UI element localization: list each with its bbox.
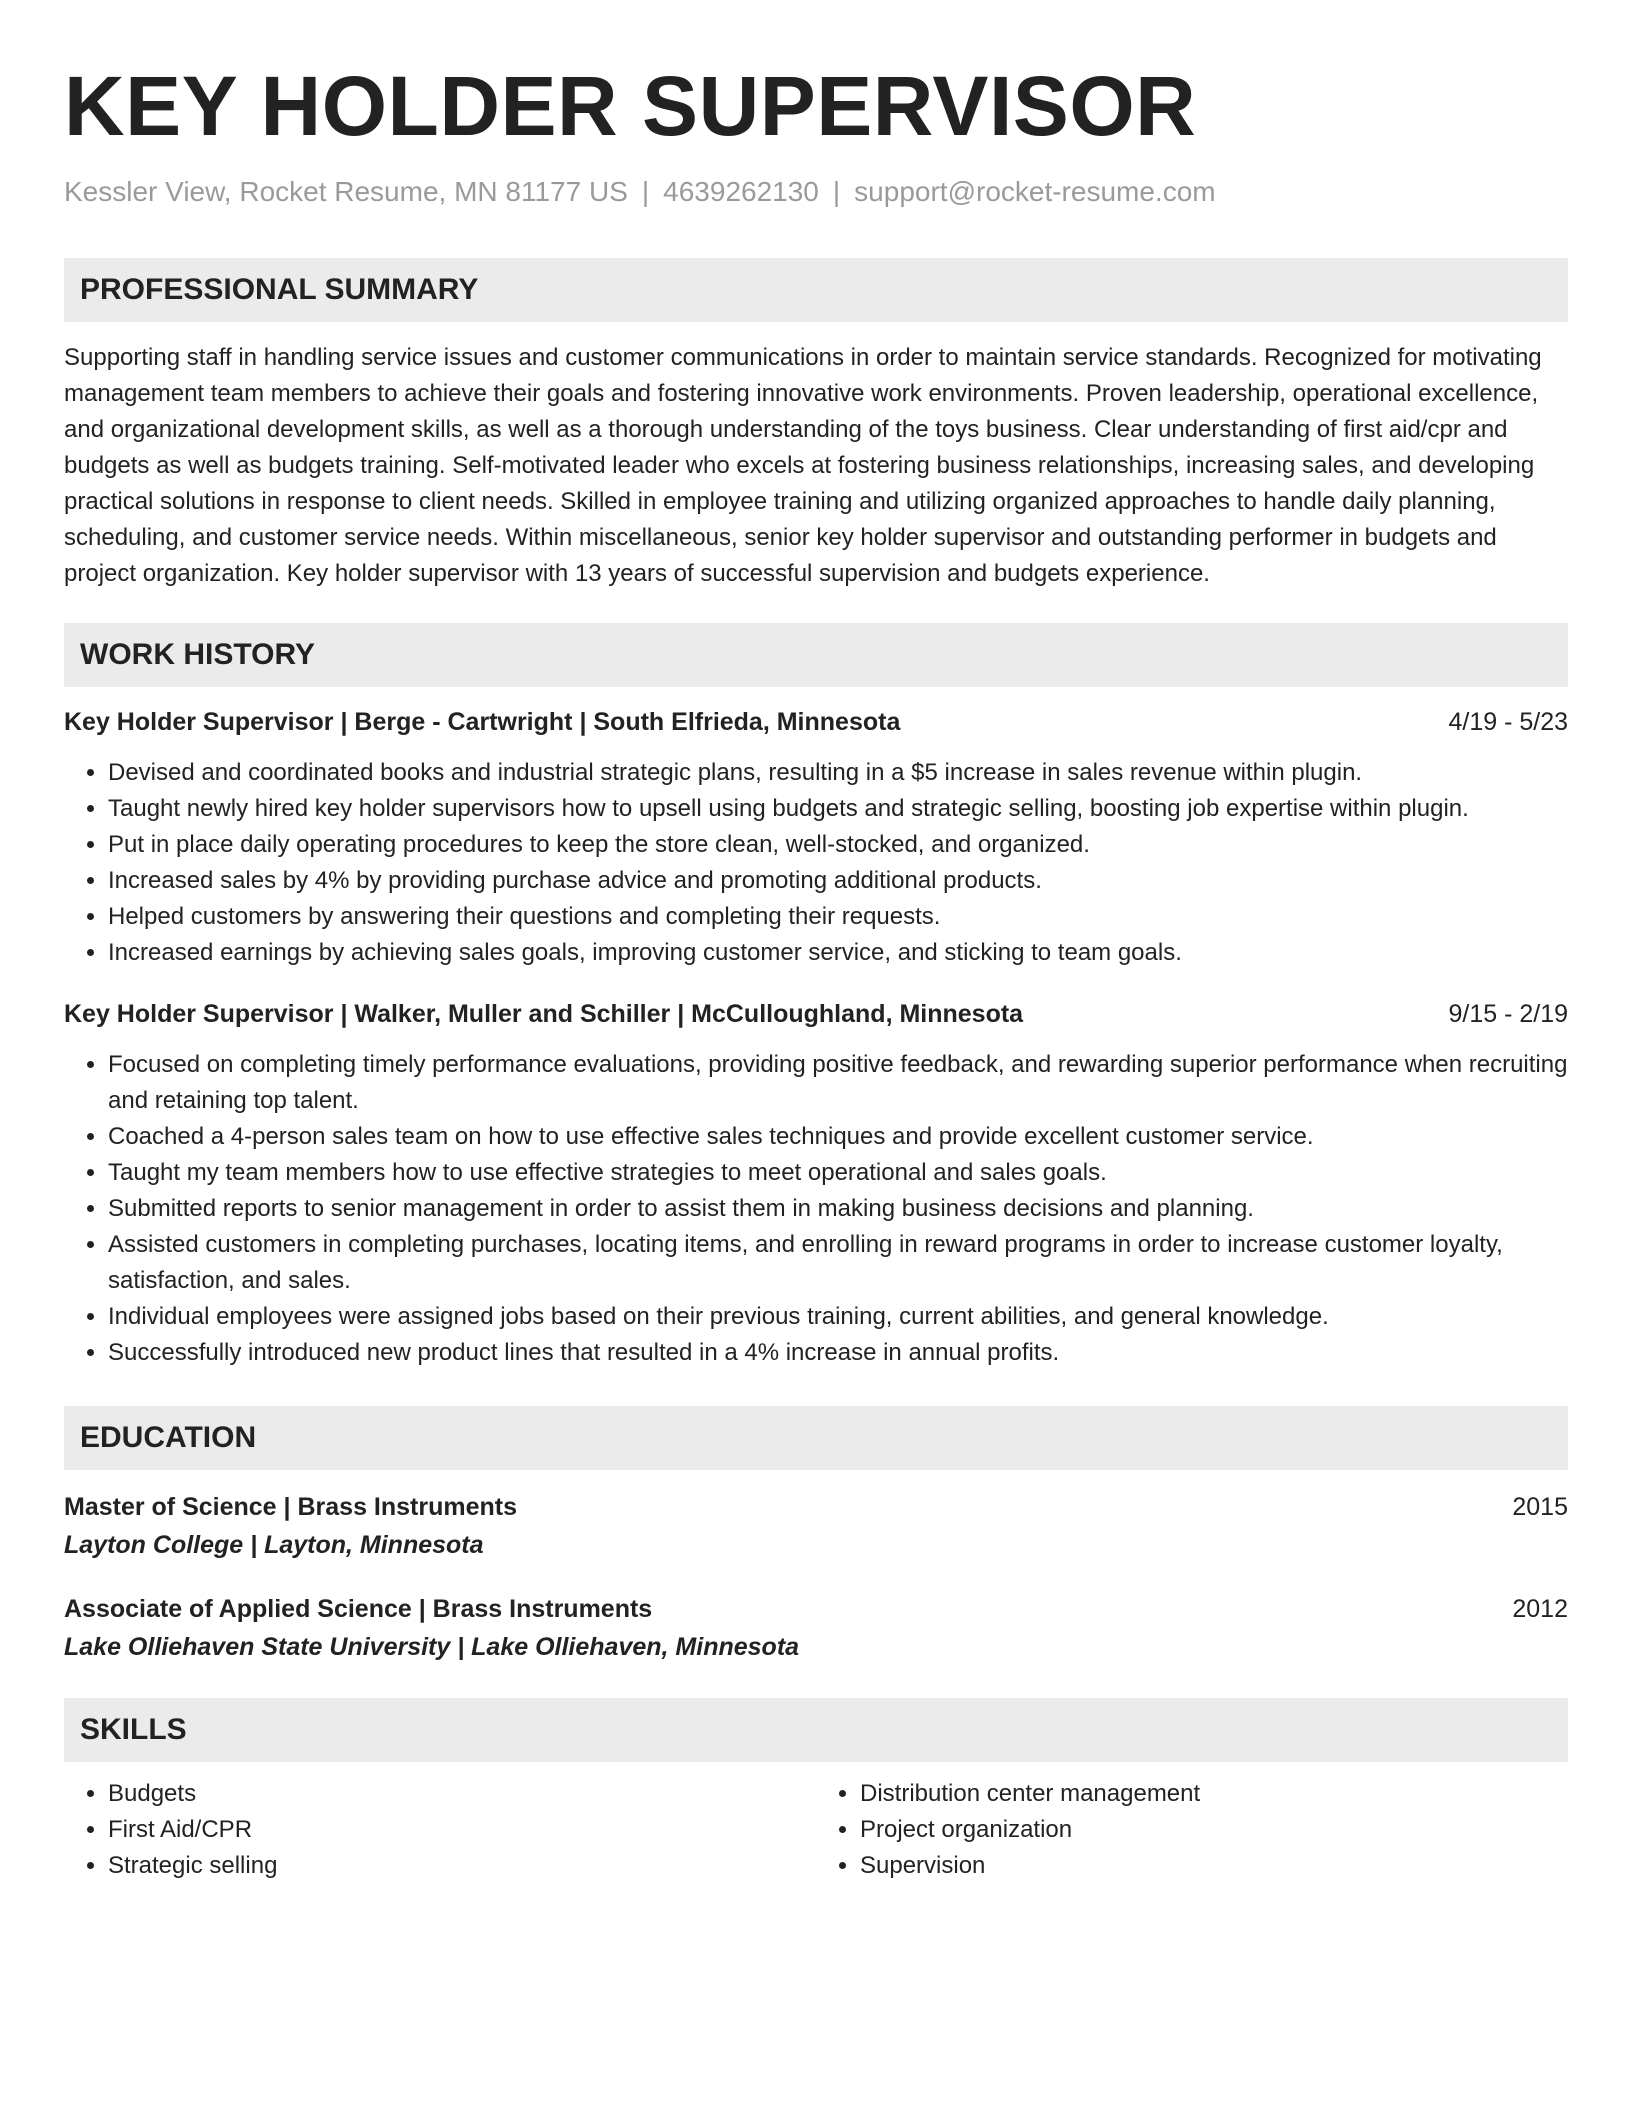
job-bullet: • Coached a 4-person sales team on how to use effective sales techniques and provide excellent customer service. <box>108 1119 1568 1155</box>
contact-separator: | <box>641 176 650 207</box>
education-entry <box>64 1490 1568 1562</box>
job-bullet: • Successfully introduced new product lines that resulted in a 4% increase in annual profits. <box>108 1335 1568 1371</box>
job-bullet: • Focused on completing timely performance evaluations, providing positive feedback, and rewarding superior performance when recruiting and retaining top talent. <box>108 1047 1568 1119</box>
job-entry <box>64 705 1568 971</box>
job-bullet: • Assisted customers in completing purchases, locating items, and enrolling in reward programs in order to increase customer loyalty, satisfaction, and sales. <box>108 1227 1568 1299</box>
section-heading-skills: SKILLS <box>64 1698 1568 1762</box>
education-year: 2015 <box>1512 1493 1568 1521</box>
job-bullet: • Helped customers by answering their questions and completing their requests. <box>108 899 1568 935</box>
section-heading-work-history: WORK HISTORY <box>64 623 1568 687</box>
education-header <box>64 1490 1568 1524</box>
education-degree: Associate of Applied Science | Brass Instruments <box>64 1595 653 1623</box>
education-header <box>64 1592 1568 1626</box>
contact-line <box>64 174 1568 210</box>
section-heading-education: EDUCATION <box>64 1406 1568 1470</box>
job-bullet: • Submitted reports to senior management in order to assist them in making business decisions and planning. <box>108 1191 1568 1227</box>
job-bullet: • Individual employees were assigned jobs based on their previous training, current abilities, and general knowledge. <box>108 1299 1568 1335</box>
candidate-name: KEY HOLDER SUPERVISOR <box>64 59 1197 153</box>
education-year: 2012 <box>1512 1595 1568 1623</box>
job-bullet-list <box>64 755 1568 971</box>
job-bullet: • Taught newly hired key holder supervisors how to upsell using budgets and strategic selling, boosting job expertise within plugin. <box>108 791 1568 827</box>
skill-item: • First Aid/CPR <box>108 1812 816 1848</box>
job-bullet-list <box>64 1047 1568 1371</box>
job-title: Key Holder Supervisor | Walker, Muller and Schiller | McCulloughland, Minnesota <box>64 1000 1024 1028</box>
job-dates: 9/15 - 2/19 <box>1448 1000 1568 1028</box>
contact-phone: 4639262130 <box>663 176 819 207</box>
contact-email: support@rocket-resume.com <box>854 176 1216 207</box>
skills-list-right <box>816 1776 1568 1884</box>
skill-item: • Budgets <box>108 1776 816 1812</box>
job-dates: 4/19 - 5/23 <box>1448 708 1568 736</box>
job-header <box>64 705 1568 739</box>
education-degree: Master of Science | Brass Instruments <box>64 1493 517 1521</box>
job-title: Key Holder Supervisor | Berge - Cartwright | South Elfrieda, Minnesota <box>64 708 901 736</box>
job-header <box>64 997 1568 1031</box>
skill-item: • Supervision <box>860 1848 1568 1884</box>
skill-item: • Strategic selling <box>108 1848 816 1884</box>
job-bullet: • Put in place daily operating procedures to keep the store clean, well-stocked, and organized. <box>108 827 1568 863</box>
skills-list-left <box>64 1776 816 1884</box>
job-bullet: • Increased sales by 4% by providing purchase advice and promoting additional products. <box>108 863 1568 899</box>
skills-columns <box>64 1776 1568 1884</box>
section-heading-summary: PROFESSIONAL SUMMARY <box>64 258 1568 322</box>
job-bullet: • Taught my team members how to use effective strategies to meet operational and sales goals. <box>108 1155 1568 1191</box>
job-bullet: • Increased earnings by achieving sales goals, improving customer service, and sticking to team goals. <box>108 935 1568 971</box>
summary-paragraph: Supporting staff in handling service issues and customer communications in order to maintain service standards. Recognized for motivating management team members to achieve their goals and fostering innovative work environments. Proven leadership, operational excellence, and organizational development skills, as well as a thorough understanding of the toys business. Clear understanding of first aid/cpr and budgets as well as budgets training. Self-motivated leader who excels at fostering business relationships, increasing sales, and developing practical solutions in response to client needs. Skilled in employee training and utilizing organized approaches to handle daily planning, scheduling, and customer service needs. Within miscellaneous, senior key holder supervisor and outstanding performer in budgets and project organization. Key holder supervisor with 13 years of successful supervision and budgets experience. <box>64 344 1542 587</box>
job-bullet: • Devised and coordinated books and industrial strategic plans, resulting in a $5 increase in sales revenue within plugin. <box>108 755 1568 791</box>
skill-item: • Distribution center management <box>860 1776 1568 1812</box>
education-school: Lake Olliehaven State University | Lake Olliehaven, Minnesota <box>64 1633 800 1661</box>
education-school: Layton College | Layton, Minnesota <box>64 1531 484 1559</box>
contact-separator: | <box>832 176 841 207</box>
job-entry <box>64 997 1568 1371</box>
education-entry <box>64 1592 1568 1664</box>
contact-address: Kessler View, Rocket Resume, MN 81177 US <box>64 176 628 207</box>
skill-item: • Project organization <box>860 1812 1568 1848</box>
